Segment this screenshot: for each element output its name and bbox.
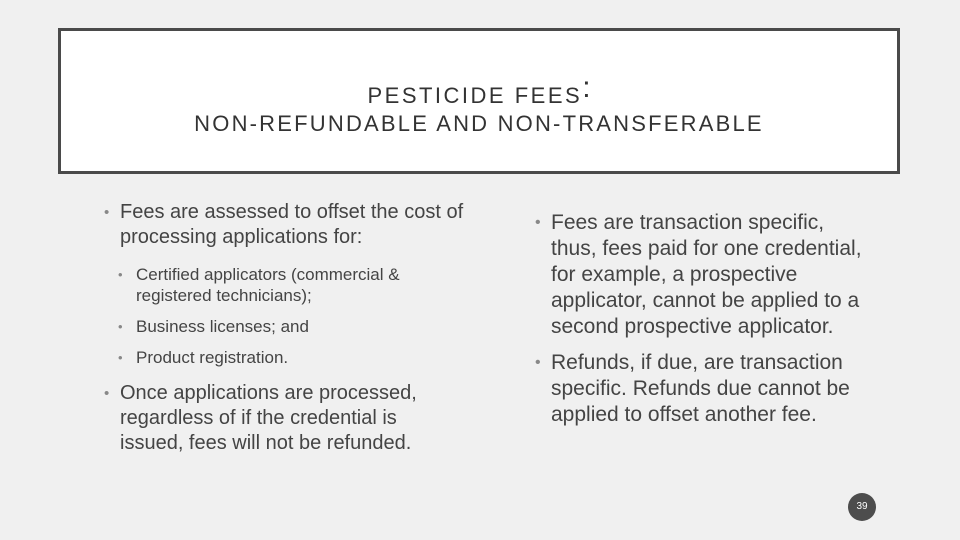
title-colon: : (582, 71, 591, 104)
bullet-item (535, 210, 865, 340)
bullet-icon: • (104, 385, 110, 402)
sub-bullet-item (118, 264, 464, 306)
bullet-item (104, 381, 464, 456)
right-column (535, 210, 865, 428)
sub-bullet-text: Certified applicators (commercial & registered technicians); (136, 265, 400, 305)
sub-bullet-text: Business licenses; and (136, 317, 309, 336)
sub-bullet-item (118, 316, 464, 337)
bullet-item (535, 350, 865, 428)
slide-number-badge: 39 (848, 493, 876, 521)
title-text: PESTICIDE FEES (367, 83, 583, 108)
title-box (58, 28, 900, 174)
slide-subtitle: NON-REFUNDABLE AND NON-TRANSFERABLE (194, 111, 764, 136)
bullet-icon: • (535, 354, 541, 371)
slide-title (61, 71, 897, 111)
bullet-icon: • (118, 267, 123, 282)
sub-bullet-text: Product registration. (136, 348, 289, 367)
bullet-icon: • (118, 319, 123, 334)
sub-bullet-item (118, 347, 464, 368)
bullet-text: Fees are assessed to offset the cost of processing applications for: (120, 201, 464, 248)
left-column (104, 200, 464, 456)
bullet-icon: • (104, 204, 110, 221)
bullet-icon: • (535, 214, 541, 231)
bullet-text: Refunds, if due, are transaction specific. Refunds due cannot be applied to offset another fee. (551, 351, 850, 426)
bullet-text: Once applications are processed, regardless of if the credential is issued, fees will not be refunded. (120, 382, 417, 454)
bullet-item (104, 200, 464, 250)
bullet-text: Fees are transaction specific, thus, fees paid for one credential, for example, a prospective applicator, cannot be applied to a second prospective applicator. (551, 211, 862, 338)
bullet-icon: • (118, 350, 123, 365)
